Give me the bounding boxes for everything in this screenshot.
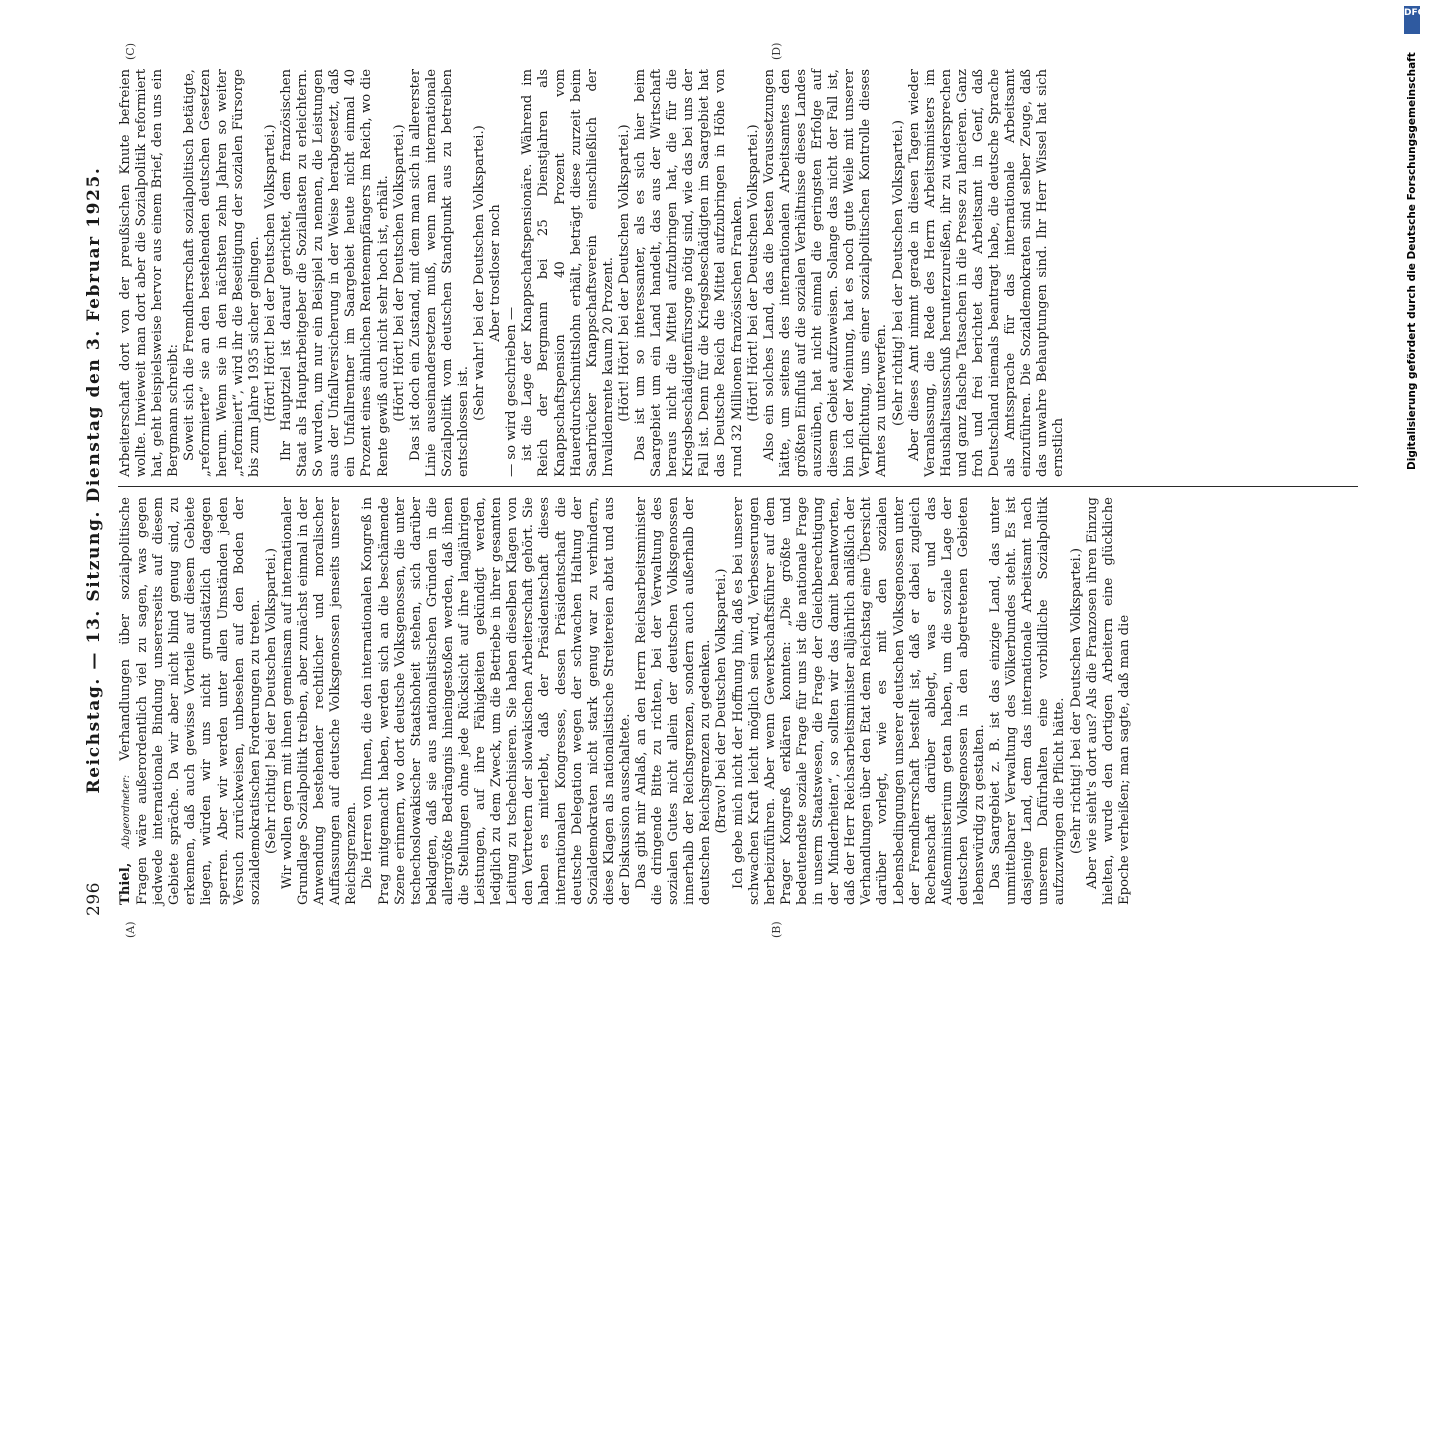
- body-paragraph: Aber dieses Amt nimmt gerade in diesen Tagen wieder Veranlassung, die Rede des Herrn Arbeitsministers im Haushaltsausschuß herunterzureißen, ihr zu widersprechen und ganz falsche Tatsachen in die Presse zu lancieren. Ganz froh und frei berichtet das Arbeitsamt in Genf, daß Deutschland niemals beantragt habe, die deutsche Sprache als Amtssprache für das internationale Arbeitsamt einzuführen. Die Sozialdemokraten sind selber Zeuge, daß das unwahre Behauptungen sind. Ihr Herr Wissel hat sich ernstlich: [906, 69, 1067, 477]
- body-paragraph: — so wird geschrieben —: [504, 306, 520, 477]
- margin-marker-d: (D): [770, 42, 783, 60]
- interjection: (Sehr richtig! bei der Deutschen Volkspartei.): [263, 547, 279, 855]
- interjection: (Hört! Hört! bei der Deutschen Volkspartei.): [616, 124, 632, 422]
- interjection: Aber trostloser noch: [488, 204, 504, 342]
- page-header: [84, 44, 110, 916]
- margin-marker-a: (A): [124, 921, 137, 938]
- speaker-paragraph: [118, 497, 264, 905]
- column-divider: [118, 486, 1358, 487]
- interjection: (Hört! Hört! bei der Deutschen Volkspartei.): [745, 124, 761, 422]
- body-paragraph: Das ist um so interessanter, als es sich hier beim Saargebiet um ein Land handelt, das aus der Wirtschaft heraus nicht die Mittel aufzubringen hat, die für die Kriegsbeschädigtenfürsorge nötig sind, wie das bei uns der Fall ist. Denn für die Kriegsbeschädigten im Saargebiet hat das Deutsche Reich die Mittel aufzubringen in Höhe von rund 32 Millionen französischen Franken.: [633, 69, 745, 477]
- interjection: (Hört! Hört! bei der Deutschen Volkspartei.): [391, 124, 407, 422]
- speaker-name: Thiel,: [118, 862, 133, 905]
- body-paragraph: Wir wollen gern mit ihnen gemeinsam auf internationaler Grundlage Sozialpolitik treiben, aber zunächst einmal in der Anwendung bestehender rechtlicher und moralischer Auffassungen auf deutsche Volksgenossen jenseits unserer Reichsgrenzen.: [279, 497, 360, 905]
- dfg-logo: [1404, 6, 1426, 34]
- body-paragraph: Soweit sich die Fremdherrschaft sozialpolitisch betätigte, „reformierte“ sie an den bestehenden deutschen Gesetzen herum. Wenn sie in den nächsten zehn Jahren so weiter „reformiert“, wird ihr die Beseitigung der sozialen Fürsorge bis zum Jahre 1935 sicher gelingen.: [182, 69, 262, 477]
- body-paragraph: Das gibt mir Anlaß, an den Herrn Reichsarbeitsminister die dringende Bitte zu richten, bei der Verwaltung des sozialen Gutes nicht allein der deutschen Volksgenossen innerhalb der Reichsgrenzen, sondern auch außerhalb der deutschen Reichsgrenzen zu gedenken.: [634, 497, 714, 905]
- speech-text: Verhandlungen über sozialpolitische Fragen wäre außerordentlich viel zu sagen, was gegen jedwede internationale Bindung unsererseits auf diesem Gebiete spräche. Da wir aber nicht blind genug sind, zu erkennen, daß auch gewisse Vorteile auf diesem Gebiete liegen, würden wir uns nicht grundsätzlich dagegen sperren. Aber wir werden unter allen Umständen jeden Versuch zurückweisen, unbesehen auf den Boden der sozialdemokratischen Forderungen zu treten.: [118, 497, 263, 905]
- page-title: Reichstag. — 13. Sitzung. Dienstag den 3. Februar 1925.: [84, 166, 104, 794]
- body-paragraph: Aber wie sieht's dort aus? Als die Franzosen ihren Einzug hielten, wurde den dortigen Arbeitern eine glückliche Epoche verheißen; man sagte, daß man die: [1084, 497, 1132, 905]
- body-paragraph: Die Herren von Ihnen, die den internationalen Kongreß in Prag mitgemacht haben, werden sich an die beschämende Szene erinnern, wo dort deutsche Volksgenossen, die unter tschechoslowakischer Staatshoheit stehen, sich darüber beklagten, daß sie aus nationalistischen Gründen in die allergrößte Bedrängnis hineingestoßen werden, daß ihnen die Stellungen ohne jede Rücksicht auf ihre langjährigen Leistungen, auf ihre Fähigkeiten gekündigt werden, lediglich zu dem Zweck, um die Betriebe in ihrer gesamten Leitung zu tschechisieren. Sie haben dieselben Klagen von den Vertretern der slowakischen Arbeiterschaft gehört. Sie haben es miterlebt, daß der Präsidentschaft dieses internationalen Kongresses, dessen Präsidentschaft die deutsche Delegation wegen der schwachen Haltung der Sozialdemokraten nicht stark genug war zu verhindern, diese Klagen als nationalistische Streitereien abtat und aus der Diskussion ausschaltete.: [360, 497, 633, 905]
- speaker-role: Abgeordneter:: [121, 774, 132, 849]
- body-paragraph: ist die Lage der Knappschaftspensionäre. Während im Reich der Bergmann bei 25 Dienstjahren als Knappschaftspension 40 Prozent vom Hauerdurchschnittslohn erhält, beträgt diese zurzeit beim Saarbrücker Knappschaftsverein einschließlich der Invalidenrente kaum 20 Prozent.: [520, 69, 616, 477]
- interjection: (Sehr richtig! bei der Deutschen Volkspartei.): [890, 119, 906, 427]
- interjection: (Bravo! bei der Deutschen Volkspartei.): [714, 568, 730, 834]
- body-paragraph: Das Saargebiet z. B. ist das einzige Land, das unter unmittelbarer Verwaltung des Völkerbundes steht. Es ist dasjenige Land, dem das internationale Arbeitsamt nach unserem Dafürhalten eine vorbildliche Sozialpolitik aufzuzwingen die Pflicht hätte.: [988, 497, 1068, 905]
- margin-marker-b: (B): [770, 921, 783, 938]
- body-paragraph: Arbeiterschaft dort von der preußischen Knute befreien wollte. Inwieweit man dort aber die Sozialpolitik reformiert hat, geht beispielsweise hervor aus einem Brief, den uns ein Bergmann schreibt:: [118, 69, 182, 477]
- interjection: (Hört! Hört! bei der Deutschen Volkspartei.): [262, 124, 278, 422]
- digitization-credit-text: Digitalisierung gefördert durch die Deutsche Forschungsgemeinschaft: [1406, 52, 1418, 470]
- page-number: 296: [84, 882, 104, 916]
- margin-marker-c: (C): [124, 43, 137, 60]
- digitization-credit: [1398, 0, 1426, 1434]
- interjection: (Sehr richtig! bei der Deutschen Volkspartei.): [1068, 547, 1084, 855]
- left-text-column: [118, 497, 1133, 905]
- interjection: (Sehr wahr! bei der Deutschen Volkspartei.): [472, 125, 488, 421]
- body-paragraph: Ihr Hauptziel ist darauf gerichtet, dem französischen Staat als Hauptarbeitgeber die Soziallasten zu erleichtern. So wurden, um nur ein Beispiel zu nennen, die Leistungen aus der Unfallversicherung in der Weise herabgesetzt, daß ein Unfallrentner im Saargebiet heute nicht einmal 40 Prozent eines ähnlichen Rentenempfängers im Reich, wo die Rente gewiß auch nicht sehr hoch ist, erhält.: [278, 69, 391, 477]
- body-paragraph: Also ein solches Land, das die besten Voraussetzungen hätte, um seitens des internationalen Arbeitsamtes den größten Einfluß auf die sozialen Verhältnisse dieses Landes auszuüben, hat nicht einmal die geringsten Erfolge auf diesem Gebiet aufzuweisen. Solange das nicht der Fall ist, bin ich der Meinung, hat es noch gute Weile mit unserer Verpflichtung, uns einer sozialpolitischen Kontrolle dieses Amtes zu unterwerfen.: [761, 69, 890, 477]
- dfg-logo-text: DFG: [1404, 8, 1426, 18]
- body-paragraph: Das ist doch ein Zustand, mit dem man sich in allererster Linie auseinandersetzen muß, wenn man internationale Sozialpolitik vom deutschen Standpunkt aus zu betreiben entschlossen ist.: [407, 69, 471, 477]
- right-text-column: [118, 69, 1068, 477]
- body-paragraph: Ich gebe mich nicht der Hoffnung hin, daß es bei unserer schwachen Kraft leicht möglich sein wird, Verbesserungen herbeizuführen. Aber wenn Gewerkschaftsführer auf dem Prager Kongreß erklären konnten: „Die größte und bedeutendste soziale Frage für uns ist die nationale Frage in unserm Staatswesen, die Frage der Gleichberechtigung der Minderheiten“, so sollten wir das damit beantworten, daß der Herr Reichsarbeitsminister alljährlich anläßlich der Verhandlungen über den Etat dem Reichstag eine Übersicht darüber vorlegt, wie es mit den sozialen Lebensbedingungen unserer deutschen Volksgenossen unter der Fremdherrschaft bestellt ist, daß er dabei zugleich Rechenschaft darüber ablegt, was er und das Außenministerium getan haben, um die soziale Lage der deutschen Volksgenossen in den abgetretenen Gebieten lebenswürdig zu gestalten.: [730, 497, 987, 905]
